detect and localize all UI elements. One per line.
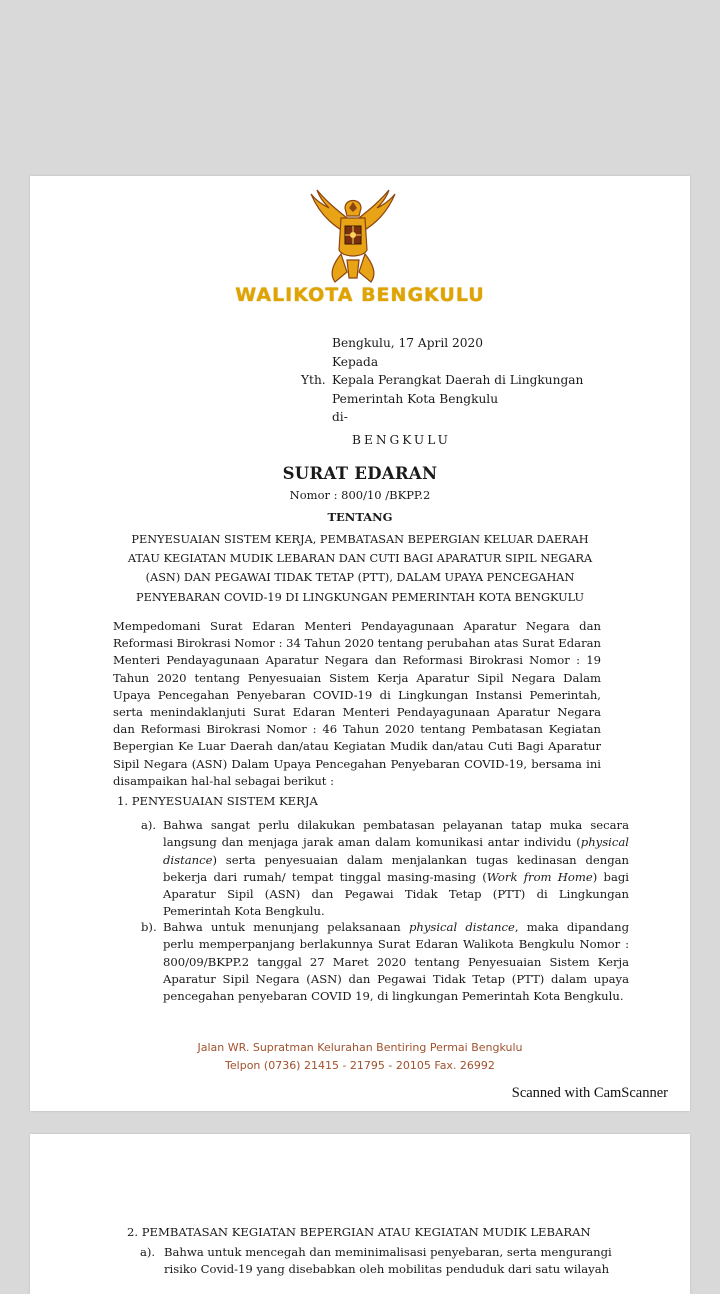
letter-title: SURAT EDARAN bbox=[282, 464, 438, 483]
item-a bbox=[141, 817, 629, 921]
city: BENGKULU bbox=[352, 432, 451, 447]
section-2-heading: 2. PEMBATASAN KEGIATAN BEPERGIAN ATAU KEGIATAN MUDIK LEBARAN bbox=[127, 1225, 591, 1239]
tentang-label: TENTANG bbox=[327, 510, 393, 524]
footer-phone: Telpon (0736) 21415 - 21795 - 20105 Fax. 26992 bbox=[225, 1059, 495, 1072]
footer-address: Jalan WR. Supratman Kelurahan Bentiring Permai Bengkulu bbox=[197, 1041, 523, 1054]
item-b-text-2: , maka dipandang perlu memperpanjang berlakunnya Surat Edaran Walikota Bengkulu Nomor : 800/09/BKPP.2 tanggal 27 Maret 2020 tentang Penyesuaian Sistem Kerja Aparatur Sipil Negara (ASN) dan Pegawai Tidak Tetap (PTT) dalam upaya pencegahan penyebaran COVID 19, di lingkungan Pemerintah Kota Bengkulu. bbox=[163, 920, 629, 1004]
yth-label: Yth. bbox=[301, 373, 326, 387]
letter-subject bbox=[100, 530, 620, 607]
item-b-label: b). bbox=[141, 920, 157, 934]
di-label: di- bbox=[332, 410, 348, 424]
item-a-italic-1: physical distance bbox=[163, 835, 629, 867]
intro-paragraph: Mempedomani Surat Edaran Menteri Pendayagunaan Aparatur Negara dan Reformasi Birokrasi Nomor : 34 Tahun 2020 tentang perubahan atas Surat Edaran Menteri Pendayagunaan Aparatur Negara dan Reformasi Birokrasi Nomor : 19 Tahun 2020 tentang Penyesuaian Sistem Kerja Aparatur Sipil Negara Dalam Upaya Pencegahan Penyebaran COVID-19 di Lingkungan Instansi Pemerintah, serta menindaklanjuti Surat Edaran Menteri Pendayagunaan Aparatur Negara dan Reformasi Birokrasi Nomor : 46 Tahun 2020 tentang Pembatasan Kegiatan Bepergian Ke Luar Daerah dan/atau Kegiatan Mudik dan/atau Cuti Bagi Aparatur Sipil Negara (ASN) Dalam Upaya Pencegahan Penyebaran COVID-19, bersama ini disampaikan hal-hal sebagai berikut : bbox=[113, 619, 601, 788]
subject-line: (ASN) DAN PEGAWAI TIDAK TETAP (PTT), DALAM UPAYA PENCEGAHAN bbox=[145, 571, 575, 585]
letter-header bbox=[301, 334, 584, 449]
subject-line: PENYESUAIAN SISTEM KERJA, PEMBATASAN BEPERGIAN KELUAR DAERAH bbox=[131, 533, 589, 546]
org-name: WALIKOTA BENGKULU bbox=[235, 284, 485, 306]
scanner-watermark: Scanned with CamScanner bbox=[511, 1085, 668, 1101]
recipient-line bbox=[301, 371, 584, 390]
item-b bbox=[141, 919, 629, 1005]
subject-line: ATAU KEGIATAN MUDIK LEBARAN DAN CUTI BAGI APARATUR SIPIL NEGARA bbox=[127, 552, 593, 566]
item-a-text-2: ) serta penyesuaian dalam menjalankan tugas kedinasan dengan bekerja dari rumah/ tempat tinggal masing-masing ( bbox=[163, 852, 629, 884]
page2-item-a bbox=[140, 1244, 634, 1279]
item-b-text-1: Bahwa untuk menunjang pelaksanaan bbox=[163, 920, 409, 934]
place-date: Bengkulu, 17 April 2020 bbox=[332, 336, 484, 350]
section-1-heading: 1. PENYESUAIAN SISTEM KERJA bbox=[117, 794, 318, 808]
garuda-emblem-icon bbox=[307, 188, 399, 286]
page2-item-a-label: a). bbox=[140, 1245, 156, 1259]
recipient-2: Pemerintah Kota Bengkulu bbox=[332, 391, 499, 406]
item-a-text-3: ) bagi Aparatur Sipil (ASN) dan Pegawai Tidak Tetap (PTT) di Lingkungan Pemerintah Kota Bengkulu. bbox=[163, 869, 629, 919]
document-page-2 bbox=[30, 1134, 690, 1294]
document-page-1 bbox=[30, 176, 690, 1111]
subject-line: PENYEBARAN COVID-19 DI LINGKUNGAN PEMERINTAH KOTA BENGKULU bbox=[135, 590, 584, 604]
page2-item-a-text: Bahwa untuk mencegah dan meminimalisasi penyebaran, serta mengurangi risiko Covid-19 yang disebabkan oleh mobilitas penduduk dari satu wilayah bbox=[164, 1245, 612, 1277]
item-b-italic-1: physical distance bbox=[408, 920, 515, 934]
kepada-label: Kepada bbox=[332, 354, 379, 369]
item-a-text-1: Bahwa sangat perlu dilakukan pembatasan pelayanan tatap muka secara langsung dan menjaga jarak aman dalam komunikasi antar individu ( bbox=[163, 818, 629, 850]
letter-number: Nomor : 800/10 /BKPP.2 bbox=[289, 488, 431, 502]
item-a-italic-2: Work from Home bbox=[486, 869, 593, 884]
recipient-1: Kepala Perangkat Daerah di Lingkungan bbox=[332, 373, 584, 387]
item-a-label: a). bbox=[141, 818, 157, 832]
